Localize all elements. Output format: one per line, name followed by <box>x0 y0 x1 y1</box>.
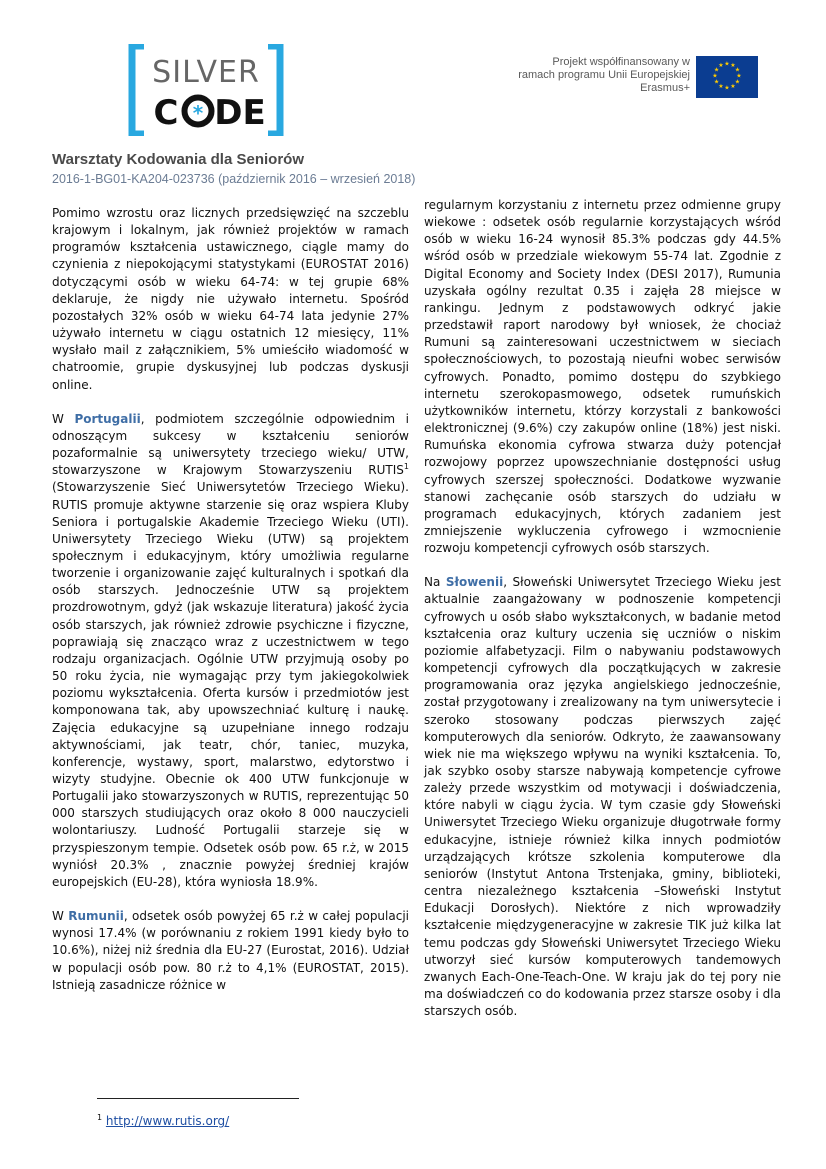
svg-text:★: ★ <box>712 72 718 80</box>
footnote-number: 1 <box>97 1113 103 1122</box>
country-portugal: Portugalii <box>74 411 141 426</box>
right-column <box>424 197 781 1037</box>
svg-text:★: ★ <box>736 72 742 80</box>
svg-text:★: ★ <box>734 78 741 86</box>
logo-left-bracket <box>132 46 144 134</box>
svg-text:★: ★ <box>718 83 724 90</box>
paragraph-romania <box>52 908 409 994</box>
logo-silver-text: SILVER <box>152 55 260 90</box>
paragraph-portugal <box>52 411 409 891</box>
eu-line-3: Erasmus+ <box>640 82 690 94</box>
paragraph-intro: Pomimo wzrostu oraz licznych przedsięwzięć na szczeblu krajowym i lokalnym, jak również projektów w ramach programów kształcenia ustawicznego, ciągle mamy do czynienia z niepokojącymi statystykami (EUROSTAT 2016) dotyczącymi osób w wieku 64-74: w tej grupie 68% deklaruje, że nigdy nie używało internetu. Spośród pozostałych 32% osób w wieku 64-74 lata jedynie 27% używało internetu w ciągu ostatnich 12 miesięcy, 11% wysłało mail z załącznikiem, 5% umieściło wiadomość w chatroomie, grupie dyskusyjnej lub podczas dyskusji online. <box>52 206 409 392</box>
footnote-link[interactable]: http://www.rutis.org/ <box>105 1114 230 1128</box>
paragraph-romania-continued: regularnym korzystaniu z internetu przez odmienne grupy wiekowe : odsetek osób regularnie korzystających wśród osób w wieku 16-24 wynosił 85.3% podczas gdy 44.5% wśród osób w przedziale wiekowym 55-74 lat. Zgodnie z Digital Economy and Society Index (DESI 2017), Rumunia uzyskała ogólny rezultat 0.35 i zajęła 28 miejsce w rankingu. Jednym z podstawowych odkryć jakie przedstawił raport narodowy był wniosek, że chociaż Rumuni są zainteresowani uczestnictwem w sieciach społecznościowych, to pozostają nieufni wobec serwisów cyfrowych. Ponadto, pomimo dostępu do szybkiego internetu szerokopasmowego, odsetek rumuńskich użytkowników internetu, którzy korzystali z bankowości elektronicznej (9.6%) czy zakupów online (18%) jest niski. Rumuńska ekonomia cyfrowa stwarza duży potencjał rozwojowy poprzez upowszechnianie dostępności usług cyfrowych szerszej społeczności. Dodatkowe wyzwanie stanowi zachęcanie osób starszych do udziału w programach edukacyjnych, których zadaniem jest zmniejszenie wykluczenia cyfrowego i wzmocnienie rozwoju kompetencji cyfrowych osób starszych. <box>424 198 781 556</box>
romania-lead: W <box>52 909 69 924</box>
country-slovenia: Słowenii <box>445 575 504 590</box>
slovenia-lead: Na <box>424 575 446 590</box>
eu-cofunding-text <box>480 56 690 95</box>
svg-text:★: ★ <box>734 66 741 74</box>
svg-text:★: ★ <box>724 60 730 68</box>
romania-text: , odsetek osób powyżej 65 r.ż w całej populacji wynosi 17.4% (w porównaniu z rokiem 1991 kiedy było to 10.6%), niżej niż średnia dla EU-27 (Eurostat, 2016). Udział w populacji osób pow. 80 r.ż to 4,1% (EUROSTAT, 2015). Istnieją zasadnicze różnice w <box>52 909 409 992</box>
left-column <box>52 205 409 1011</box>
silver-code-logo <box>128 44 284 136</box>
portugal-lead: W <box>52 411 75 426</box>
logo-right-bracket <box>268 46 280 134</box>
svg-text:★: ★ <box>730 62 736 69</box>
eu-flag-icon <box>696 56 758 98</box>
svg-text:★: ★ <box>724 84 730 92</box>
document-title: Warsztaty Kodowania dla Seniorów <box>52 151 304 168</box>
logo-asterisk-icon: * <box>192 101 204 125</box>
footnote-divider <box>97 1098 299 1099</box>
document-subtitle: 2016-1-BG01-KA204-023736 (październik 2016 – wrzesień 2018) <box>52 172 416 186</box>
svg-text:★: ★ <box>730 83 736 90</box>
paragraph-slovenia <box>424 574 781 1020</box>
portugal-text-1: , podmiotem szczególnie odpowiednim i odnoszącym sukcesy w kształceniu seniorów pozaformalnie są uniwersytety trzeciego wieku/ UTW, stowarzyszone w Krajowym Stowarzyszeniu RUTIS <box>52 411 409 478</box>
eu-line-2: ramach programu Unii Europejskiej <box>518 69 690 81</box>
logo-code-de: DE <box>214 93 266 133</box>
logo-code-c: C <box>153 93 179 133</box>
footnote-ref[interactable]: 1 <box>403 462 409 472</box>
svg-text:★: ★ <box>713 66 720 74</box>
svg-text:★: ★ <box>713 78 720 86</box>
slovenia-text: , Słoweński Uniwersytet Trzeciego Wieku jest aktualnie zaangażowany w podnoszenie kompetencji cyfrowych u osób słabo wykształconych, w badanie metod kształcenia oraz kultury uczenia się uczniów o niskim poziomie alfabetyzacji. Film o nabywaniu podstawowych kompetencji cyfrowych dla początkujących w zakresie programowania oraz języka angielskiego jednocześnie, został przygotowany i zrealizowany na tym uniwersytecie i szeroko stosowany podczas pierwszych zajęć komputerowych dla seniorów. Odkryto, że zaawansowany wiek nie ma większego wpływu na wyniki kształcenia. To, jak szybko osoby starsze nabywają kompetencje cyfrowe zależy przede wszystkim od motywacji i doświadczenia, które nabyli w ciągu życia. W tym czasie gdy Słoweński Uniwersytet Trzeciego Wieku organizuje długotrwałe formy edukacyjne, istnieje również kilka innych podmiotów urządzających krótsze szkolenia komputerowe dla seniorów (Instytut Antona Trstenjaka, gminy, biblioteki, centra niezależnego kształcenia –Słoweński Instytut Edukacji Dorosłych). Niektóre z nich wprowadziły kształcenie międzygeneracyjne w zakresie TIK już kilka lat temu podczas gdy Słoweński Uniwersytet Trzeciego Wieku utworzył sieć kursów komputerowych tandemowych zwanych Each-One-Teach-One. W kraju jak do tej pory nie ma doświadczeń co do kodowania przez starsze osoby i dla starszych osób. <box>424 575 781 1019</box>
country-romania: Rumunii <box>68 909 124 924</box>
footnote <box>97 1114 229 1128</box>
svg-text:★: ★ <box>718 62 724 69</box>
eu-line-1: Projekt współfinansowany w <box>552 56 690 68</box>
portugal-text-2: (Stowarzyszenie Sieć Uniwersytetów Trzeciego Wieku). RUTIS promuje aktywne starzenie się oraz wspiera Kluby Seniora i portugalskie Akademie Trzeciego Wieku (UTI). Uniwersytety Trzeciego Wieku (UTW) są projektem społecznym i edukacyjnym, który umożliwia regularne tworzenie i organizowanie zajęć kulturalnych i spotkań dla osób starszych. Jednocześnie UTW są projektem prozdrowotnym, gdyż (jak wskazuje literatura) jakość życia osób starszych, jak również zdrowie psychiczne i fizyczne, poprawiają się znacząco wraz z uczestnictwem w tego rodzaju organizacjach. Ogólnie UTW przyjmują osoby po 50 roku życia, nie wymagając przy tym jakiegokolwiek poziomu wykształcenia. Oferta kursów i przedmiotów jest komponowana tak, aby upowszechniać kulturę i naukę. Zajęcia edukacyjne są uzupełniane innego rodzaju aktywnościami, jak teatr, chór, taniec, muzyka, konferencje, wystawy, sport, malarstwo, edytorstwo i wizyty studyjne. Obecnie ok 400 UTW funkcjonuje w Portugalii jako stowarzyszonych w RUTIS, reprezentując 50 000 starszych studiujących oraz około 8 000 nauczycieli wolontariuszy. Ludność Portugalii starzeje się w przyspieszonym tempie. Odsetek osób pow. 65 r.ż, w 2015 wyniósł 20.3% , znacznie powyżej średniej krajów europejskich (EU-28), która wyniosła 18.9%. <box>52 480 409 889</box>
